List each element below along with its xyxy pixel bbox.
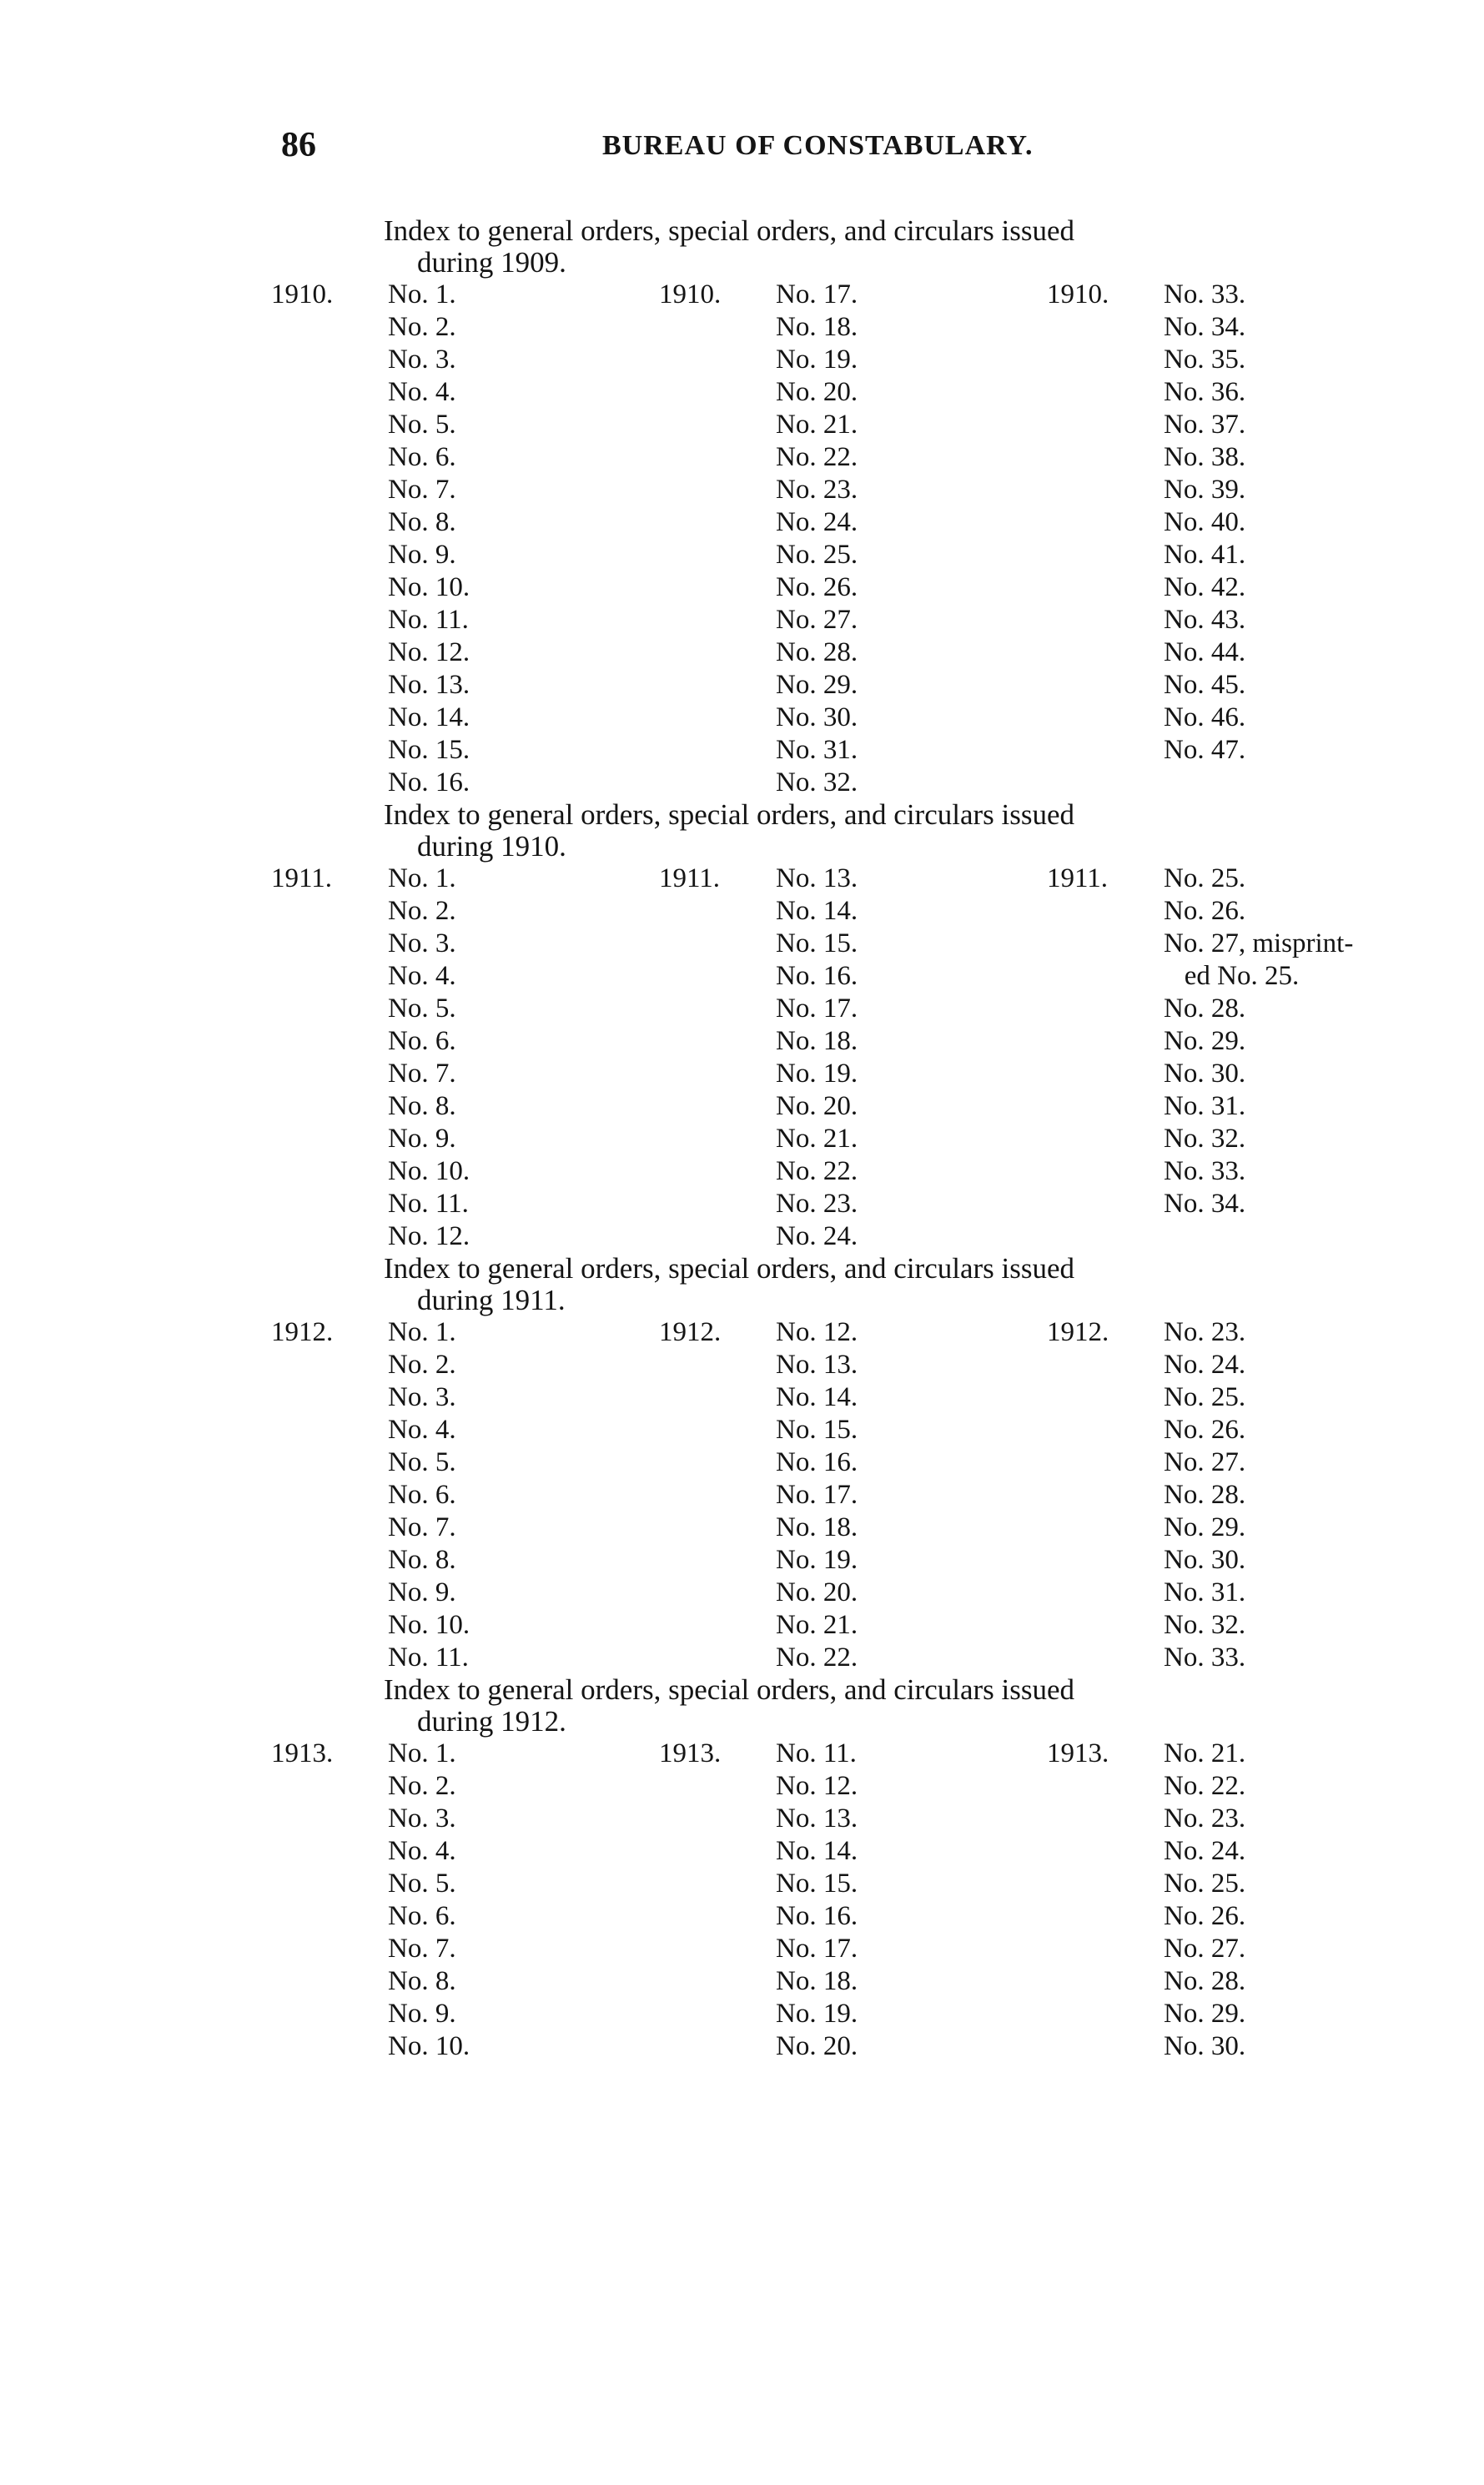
order-number: No. 21. xyxy=(776,1124,858,1154)
order-number: No. 24. xyxy=(1164,1836,1246,1866)
order-number: No. 23. xyxy=(776,1189,858,1219)
order-number: No. 44. xyxy=(1164,637,1246,667)
order-number: No. 16. xyxy=(388,767,470,797)
order-number: No. 13. xyxy=(388,670,470,700)
order-number: No. 16. xyxy=(776,1447,858,1477)
order-number: No. 23. xyxy=(1164,1317,1246,1347)
order-number: No. 24. xyxy=(776,507,858,537)
order-number: No. 41. xyxy=(1164,540,1246,570)
order-number: No. 6. xyxy=(388,1480,456,1510)
order-number: No. 30. xyxy=(1164,1545,1246,1575)
order-number: No. 14. xyxy=(776,1382,858,1412)
order-number: No. 18. xyxy=(776,1512,858,1542)
order-number: No. 15. xyxy=(776,1869,858,1899)
order-number: No. 17. xyxy=(776,993,858,1024)
order-number: No. 26. xyxy=(1164,896,1246,926)
order-number: No. 8. xyxy=(388,1966,456,1996)
order-number: No. 17. xyxy=(776,1480,858,1510)
order-number: No. 38. xyxy=(1164,442,1246,472)
column-year: 1912. xyxy=(659,1317,722,1347)
order-number: No. 9. xyxy=(388,1124,456,1154)
order-number: No. 36. xyxy=(1164,377,1246,407)
order-number: No. 30. xyxy=(1164,2031,1246,2061)
order-number: No. 21. xyxy=(776,410,858,440)
order-number: No. 18. xyxy=(776,1966,858,1996)
order-number: ed No. 25. xyxy=(1164,961,1300,991)
order-number: No. 7. xyxy=(388,1512,456,1542)
order-number: No. 46. xyxy=(1164,702,1246,732)
order-number: No. 11. xyxy=(388,1642,469,1673)
order-number: No. 3. xyxy=(388,345,456,375)
order-number: No. 17. xyxy=(776,1934,858,1964)
order-number: No. 1. xyxy=(388,1738,456,1768)
order-number: No. 25. xyxy=(1164,1382,1246,1412)
order-number: No. 20. xyxy=(776,1577,858,1607)
order-number: No. 13. xyxy=(776,1803,858,1834)
order-number: No. 35. xyxy=(1164,345,1246,375)
column-year: 1911. xyxy=(1047,863,1109,893)
order-number: No. 10. xyxy=(388,2031,470,2061)
order-number: No. 33. xyxy=(1164,279,1246,309)
order-number: No. 12. xyxy=(776,1317,858,1347)
order-number: No. 37. xyxy=(1164,410,1246,440)
order-number-list xyxy=(1164,1316,1245,1674)
order-number: No. 28. xyxy=(1164,993,1246,1024)
index-title xyxy=(384,1253,1439,1316)
order-number-list xyxy=(388,279,470,799)
order-number: No. 28. xyxy=(1164,1966,1246,1996)
column-year: 1910. xyxy=(271,279,334,309)
order-number: No. 27, misprint- xyxy=(1164,928,1354,958)
order-number: No. 14. xyxy=(388,702,470,732)
column-year: 1910. xyxy=(659,279,722,309)
index-section-1910 xyxy=(0,799,1484,1253)
order-number: No. 9. xyxy=(388,540,456,570)
order-number: No. 27. xyxy=(776,605,858,635)
order-number: No. 15. xyxy=(776,1415,858,1445)
order-number: No. 8. xyxy=(388,1091,456,1121)
column-year: 1913. xyxy=(1047,1738,1109,1768)
order-number: No. 6. xyxy=(388,1901,456,1931)
order-number-list xyxy=(1164,279,1245,767)
page-number: 86 xyxy=(281,126,316,164)
order-columns xyxy=(0,1738,1484,2063)
order-number: No. 2. xyxy=(388,312,456,342)
order-number: No. 28. xyxy=(776,637,858,667)
order-number: No. 5. xyxy=(388,993,456,1024)
order-number: No. 11. xyxy=(776,1738,857,1768)
order-number: No. 42. xyxy=(1164,572,1246,602)
index-section-1912 xyxy=(0,1674,1484,2063)
order-number: No. 29. xyxy=(776,670,858,700)
order-number: No. 14. xyxy=(776,1836,858,1866)
order-number: No. 43. xyxy=(1164,605,1246,635)
order-number: No. 47. xyxy=(1164,735,1246,765)
column-year: 1912. xyxy=(271,1317,334,1347)
order-number: No. 22. xyxy=(776,1156,858,1186)
order-number-list xyxy=(388,1316,470,1674)
order-number: No. 18. xyxy=(776,312,858,342)
running-title: BUREAU OF CONSTABULARY. xyxy=(602,130,1034,161)
order-number: No. 26. xyxy=(776,572,858,602)
order-number: No. 5. xyxy=(388,1869,456,1899)
order-number: No. 19. xyxy=(776,1545,858,1575)
order-number: No. 31. xyxy=(1164,1091,1246,1121)
order-number: No. 32. xyxy=(776,767,858,797)
column-year: 1913. xyxy=(659,1738,722,1768)
order-number: No. 11. xyxy=(388,605,469,635)
order-number: No. 8. xyxy=(388,507,456,537)
order-number: No. 16. xyxy=(776,961,858,991)
order-number: No. 12. xyxy=(776,1771,858,1801)
order-number: No. 29. xyxy=(1164,1026,1246,1056)
order-number: No. 15. xyxy=(776,928,858,958)
order-number: No. 2. xyxy=(388,1350,456,1380)
order-number: No. 9. xyxy=(388,1577,456,1607)
index-title-line: Index to general orders, special orders, and circulars issued xyxy=(384,214,1075,247)
order-number: No. 8. xyxy=(388,1545,456,1575)
order-number: No. 12. xyxy=(388,1221,470,1251)
index-section-1911 xyxy=(0,1253,1484,1674)
order-number: No. 34. xyxy=(1164,312,1246,342)
order-number: No. 21. xyxy=(1164,1738,1246,1768)
order-number: No. 5. xyxy=(388,410,456,440)
order-columns xyxy=(0,863,1484,1253)
order-columns xyxy=(0,279,1484,799)
order-number: No. 20. xyxy=(776,2031,858,2061)
order-number: No. 4. xyxy=(388,1415,456,1445)
order-number: No. 40. xyxy=(1164,507,1246,537)
column-year: 1912. xyxy=(1047,1317,1109,1347)
order-number: No. 22. xyxy=(776,442,858,472)
order-number: No. 7. xyxy=(388,475,456,505)
order-number: No. 19. xyxy=(776,1999,858,2029)
order-number: No. 31. xyxy=(1164,1577,1246,1607)
page-header xyxy=(0,125,1484,175)
order-number: No. 19. xyxy=(776,345,858,375)
order-number: No. 29. xyxy=(1164,1512,1246,1542)
index-title-line: Index to general orders, special orders, and circulars issued xyxy=(384,798,1075,831)
index-title-line: Index to general orders, special orders, and circulars issued xyxy=(384,1252,1075,1285)
order-number: No. 6. xyxy=(388,1026,456,1056)
index-title-during: during 1910. xyxy=(417,830,566,863)
order-number-list xyxy=(388,863,470,1253)
order-number: No. 14. xyxy=(776,896,858,926)
index-sections xyxy=(0,215,1484,2063)
order-number: No. 28. xyxy=(1164,1480,1246,1510)
column-year: 1911. xyxy=(271,863,333,893)
order-number: No. 30. xyxy=(776,702,858,732)
order-number: No. 22. xyxy=(1164,1771,1246,1801)
order-number: No. 19. xyxy=(776,1059,858,1089)
order-number: No. 9. xyxy=(388,1999,456,2029)
order-number: No. 1. xyxy=(388,279,456,309)
order-number: No. 18. xyxy=(776,1026,858,1056)
order-number: No. 25. xyxy=(776,540,858,570)
order-number: No. 24. xyxy=(1164,1350,1246,1380)
order-number: No. 5. xyxy=(388,1447,456,1477)
index-title-during: during 1909. xyxy=(417,246,566,279)
order-number: No. 33. xyxy=(1164,1642,1246,1673)
order-number: No. 20. xyxy=(776,377,858,407)
order-number: No. 22. xyxy=(776,1642,858,1673)
order-number: No. 29. xyxy=(1164,1999,1246,2029)
order-number: No. 13. xyxy=(776,1350,858,1380)
order-number: No. 1. xyxy=(388,863,456,893)
column-year: 1911. xyxy=(659,863,721,893)
order-number: No. 21. xyxy=(776,1610,858,1640)
order-number: No. 3. xyxy=(388,928,456,958)
index-title-line: Index to general orders, special orders, and circulars issued xyxy=(384,1673,1075,1706)
order-number-list xyxy=(776,279,858,799)
order-number: No. 7. xyxy=(388,1059,456,1089)
order-number: No. 25. xyxy=(1164,1869,1246,1899)
order-number-list xyxy=(388,1738,470,2063)
order-number: No. 12. xyxy=(388,637,470,667)
order-number: No. 39. xyxy=(1164,475,1246,505)
order-number-list xyxy=(776,1316,858,1674)
index-title-during: during 1912. xyxy=(417,1705,566,1738)
order-number: No. 27. xyxy=(1164,1934,1246,1964)
order-number: No. 17. xyxy=(776,279,858,309)
order-number: No. 26. xyxy=(1164,1415,1246,1445)
order-number-list xyxy=(1164,863,1353,1220)
order-number: No. 10. xyxy=(388,1610,470,1640)
index-title xyxy=(384,799,1439,863)
order-number: No. 45. xyxy=(1164,670,1246,700)
order-number: No. 3. xyxy=(388,1382,456,1412)
order-number: No. 31. xyxy=(776,735,858,765)
column-year: 1910. xyxy=(1047,279,1109,309)
order-number-list xyxy=(1164,1738,1245,2063)
index-title xyxy=(384,215,1439,279)
index-title xyxy=(384,1674,1439,1738)
order-number: No. 10. xyxy=(388,572,470,602)
order-number: No. 7. xyxy=(388,1934,456,1964)
order-number: No. 23. xyxy=(1164,1803,1246,1834)
order-number: No. 13. xyxy=(776,863,858,893)
order-number: No. 23. xyxy=(776,475,858,505)
order-number: No. 2. xyxy=(388,896,456,926)
order-number-list xyxy=(776,1738,858,2063)
order-number: No. 1. xyxy=(388,1317,456,1347)
order-number-list xyxy=(776,863,858,1253)
order-number: No. 24. xyxy=(776,1221,858,1251)
order-number: No. 27. xyxy=(1164,1447,1246,1477)
order-columns xyxy=(0,1316,1484,1674)
order-number: No. 4. xyxy=(388,377,456,407)
order-number: No. 4. xyxy=(388,1836,456,1866)
order-number: No. 10. xyxy=(388,1156,470,1186)
order-number: No. 4. xyxy=(388,961,456,991)
order-number: No. 25. xyxy=(1164,863,1246,893)
index-title-during: during 1911. xyxy=(417,1284,566,1316)
order-number: No. 26. xyxy=(1164,1901,1246,1931)
index-section-1909 xyxy=(0,215,1484,799)
order-number: No. 6. xyxy=(388,442,456,472)
order-number: No. 33. xyxy=(1164,1156,1246,1186)
order-number: No. 32. xyxy=(1164,1610,1246,1640)
order-number: No. 15. xyxy=(388,735,470,765)
order-number: No. 16. xyxy=(776,1901,858,1931)
order-number: No. 2. xyxy=(388,1771,456,1801)
order-number: No. 34. xyxy=(1164,1189,1246,1219)
order-number: No. 3. xyxy=(388,1803,456,1834)
order-number: No. 30. xyxy=(1164,1059,1246,1089)
order-number: No. 11. xyxy=(388,1189,469,1219)
order-number: No. 32. xyxy=(1164,1124,1246,1154)
order-number: No. 20. xyxy=(776,1091,858,1121)
column-year: 1913. xyxy=(271,1738,334,1768)
